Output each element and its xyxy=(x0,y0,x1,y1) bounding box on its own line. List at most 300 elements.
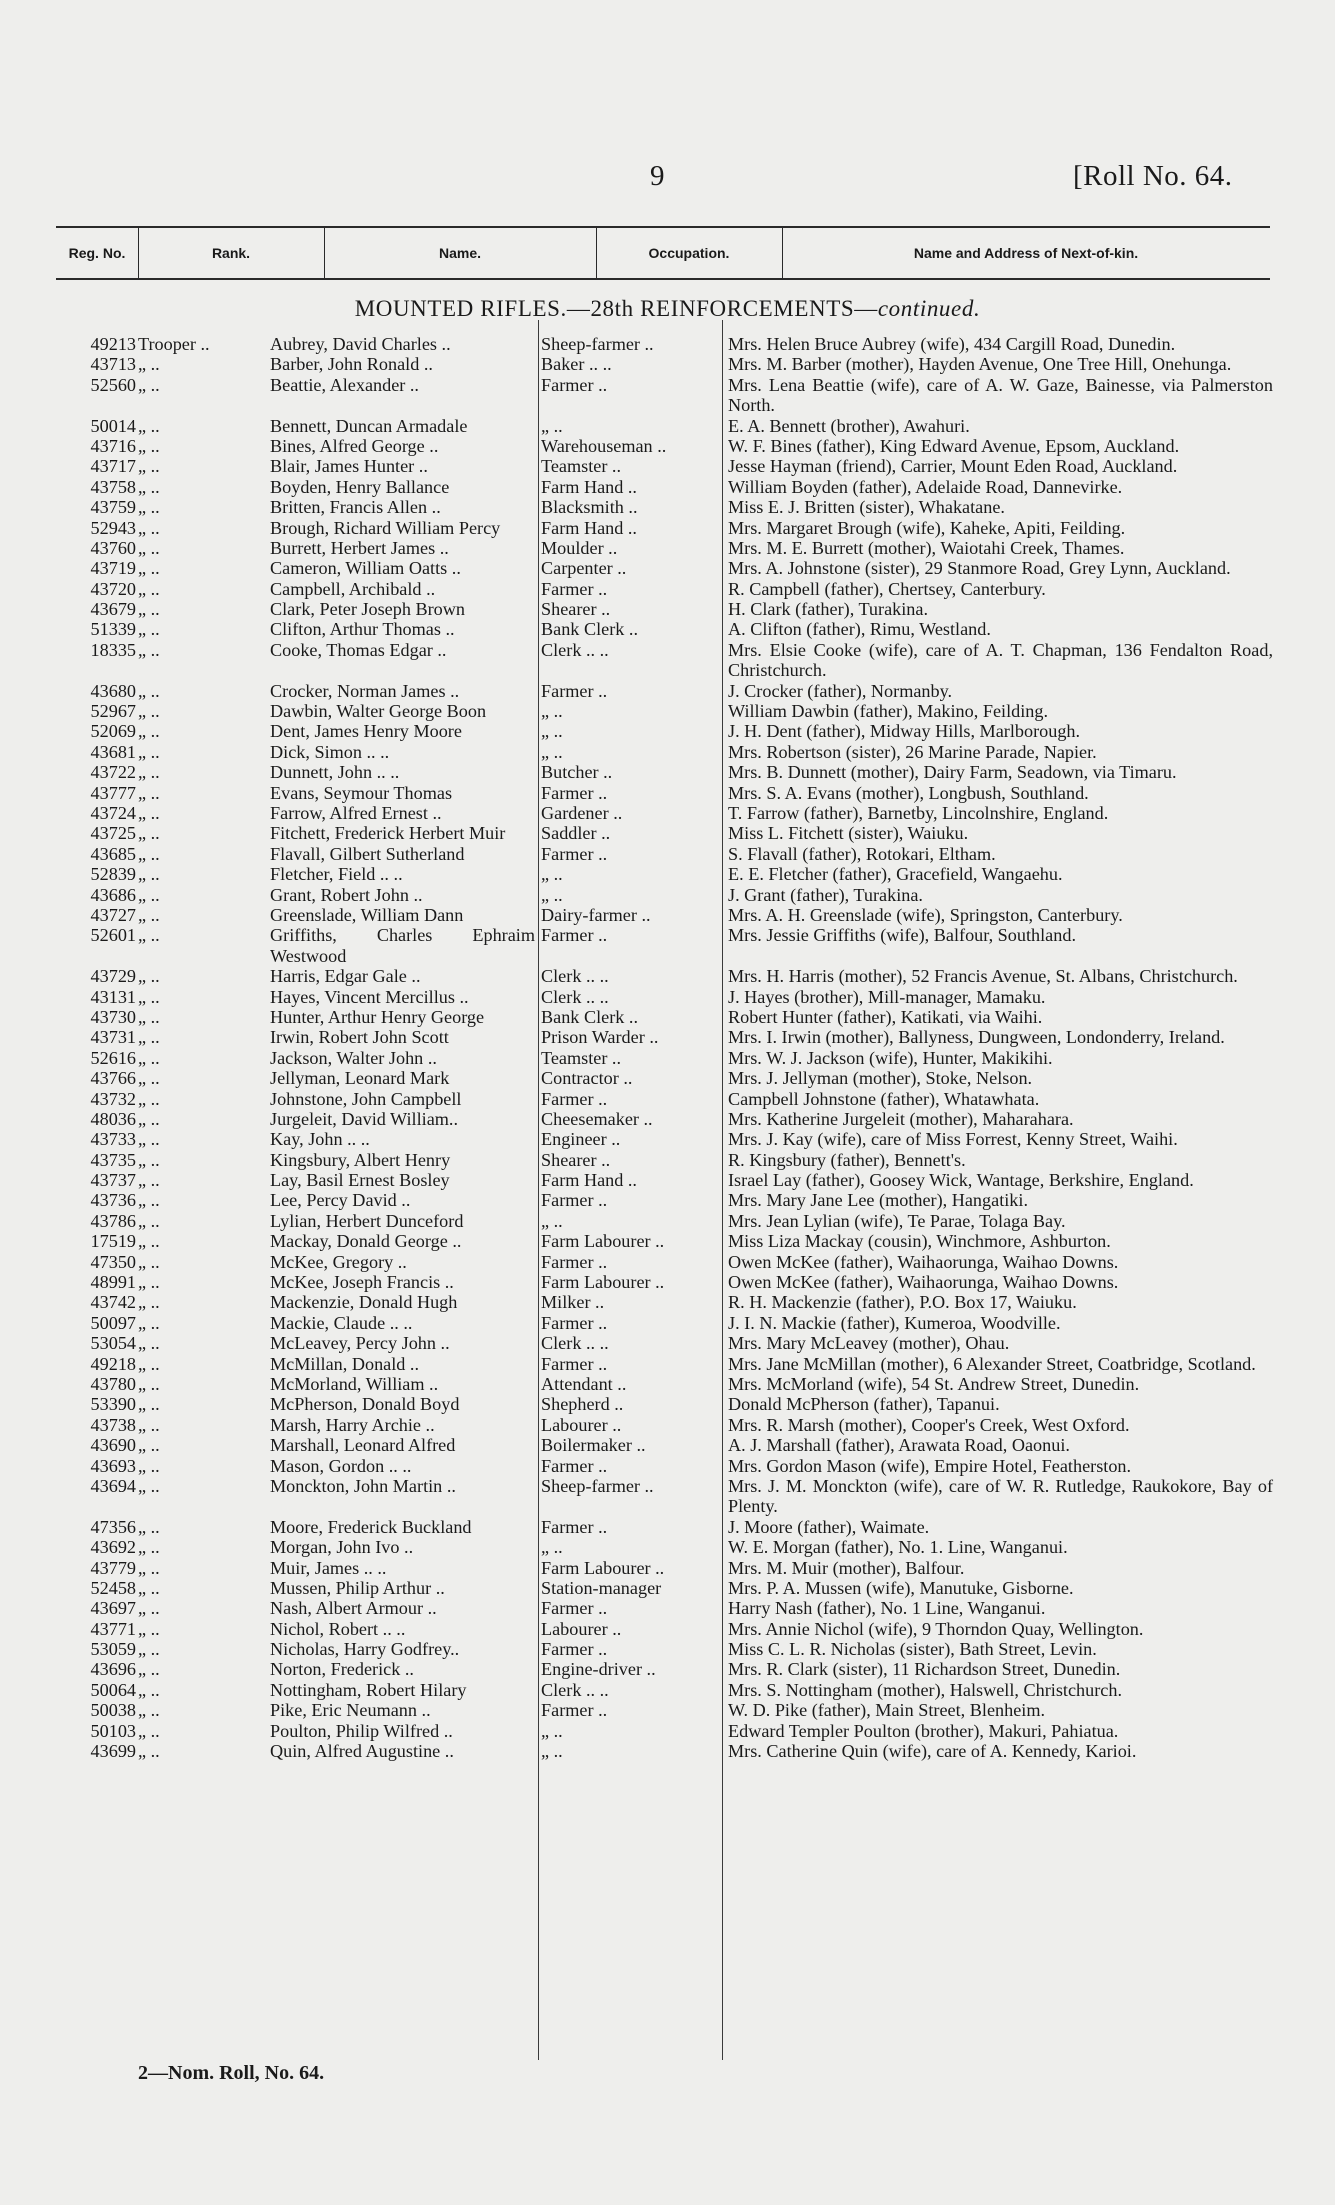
table-row xyxy=(0,864,1335,884)
soldier-name: Hayes, Vincent Mercillus .. xyxy=(270,986,469,1007)
table-row xyxy=(0,1109,1335,1129)
occupation: „ .. xyxy=(541,701,563,722)
reg-number: 43724 xyxy=(90,803,136,824)
table-row xyxy=(0,640,1335,681)
table-row xyxy=(0,885,1335,905)
occupation: Prison Warder .. xyxy=(541,1027,659,1048)
soldier-name: Greenslade, William Dann xyxy=(270,904,464,925)
soldier-name: McLeavey, Percy John .. xyxy=(270,1333,450,1354)
table-row xyxy=(0,1639,1335,1659)
occupation: Engineer .. xyxy=(541,1129,621,1150)
occupation: Baker .. .. xyxy=(541,354,612,375)
reg-number: 53059 xyxy=(90,1639,136,1660)
column-header-next-of-kin: Name and Address of Next-of-kin. xyxy=(913,245,1139,261)
reg-number: 43680 xyxy=(90,680,136,701)
table-row xyxy=(0,1476,1335,1517)
table-row xyxy=(0,477,1335,497)
table-row xyxy=(0,1741,1335,1761)
table-row xyxy=(0,1333,1335,1353)
soldier-name: Quin, Alfred Augustine .. xyxy=(270,1741,454,1762)
soldier-name: Grant, Robert John .. xyxy=(270,884,423,905)
occupation: „ .. xyxy=(541,415,563,436)
table-row xyxy=(0,1435,1335,1455)
rank: „ .. xyxy=(138,782,160,803)
reg-number: 47350 xyxy=(90,1251,136,1272)
soldier-name: Dent, James Henry Moore xyxy=(270,721,462,742)
table-row xyxy=(0,1027,1335,1047)
rank: „ .. xyxy=(138,823,160,844)
soldier-name: Jellyman, Leonard Mark xyxy=(270,1068,450,1089)
roll-table xyxy=(0,334,1335,1761)
table-row xyxy=(0,1272,1335,1292)
occupation: Clerk .. .. xyxy=(541,966,609,987)
soldier-name: Kingsbury, Albert Henry xyxy=(270,1149,451,1170)
rank: „ .. xyxy=(138,1516,160,1537)
next-of-kin: R. Kingsbury (father), Bennett's. xyxy=(728,1149,966,1170)
rank: „ .. xyxy=(138,762,160,783)
rank: „ .. xyxy=(138,578,160,599)
soldier-name: Mason, Gordon .. .. xyxy=(270,1455,412,1476)
rank: „ .. xyxy=(138,497,160,518)
soldier-name: Cameron, William Oatts .. xyxy=(270,558,461,579)
rank: „ .. xyxy=(138,1047,160,1068)
rank: „ .. xyxy=(138,639,160,660)
table-row xyxy=(0,1313,1335,1333)
table-row xyxy=(0,1558,1335,1578)
table-row xyxy=(0,1231,1335,1251)
occupation: Farm Labourer .. xyxy=(541,1231,665,1252)
rank: „ .. xyxy=(138,435,160,456)
table-row xyxy=(0,416,1335,436)
soldier-name: Johnstone, John Campbell xyxy=(270,1088,462,1109)
next-of-kin: Mrs. W. J. Jackson (wife), Hunter, Makikihi. xyxy=(728,1047,1053,1068)
soldier-name: Beattie, Alexander .. xyxy=(270,374,419,395)
next-of-kin: Mrs. S. Nottingham (mother), Halswell, Christchurch. xyxy=(728,1679,1123,1700)
next-of-kin: Donald McPherson (father), Tapanui. xyxy=(728,1394,1000,1415)
rank: „ .. xyxy=(138,1190,160,1211)
rank: „ .. xyxy=(138,803,160,824)
occupation: Gardener .. xyxy=(541,803,623,824)
next-of-kin: Mrs. A. H. Greenslade (wife), Springston, Canterbury. xyxy=(728,904,1123,925)
reg-number: 43692 xyxy=(90,1537,136,1558)
occupation: Bank Clerk .. xyxy=(541,619,638,640)
next-of-kin: Campbell Johnstone (father), Whatawhata. xyxy=(728,1088,1040,1109)
occupation: Labourer .. xyxy=(541,1618,622,1639)
reg-number: 49213 xyxy=(90,334,136,354)
table-row xyxy=(0,1680,1335,1700)
soldier-name: Morgan, John Ivo .. xyxy=(270,1537,414,1558)
soldier-name: Cooke, Thomas Edgar .. xyxy=(270,639,447,660)
occupation: Sheep-farmer .. xyxy=(541,334,654,354)
occupation: „ .. xyxy=(541,864,563,885)
reg-number: 43759 xyxy=(90,497,136,518)
soldier-name: McMorland, William .. xyxy=(270,1373,439,1394)
soldier-name: Jurgeleit, David William.. xyxy=(270,1108,459,1129)
reg-number: 50103 xyxy=(90,1720,136,1741)
rank: „ .. xyxy=(138,1373,160,1394)
column-header-reg: Reg. No. xyxy=(68,245,126,261)
soldier-name: Griffiths, Charles Ephraim Westwood xyxy=(270,925,535,966)
rank: „ .. xyxy=(138,1353,160,1374)
reg-number: 50097 xyxy=(90,1312,136,1333)
reg-number: 43681 xyxy=(90,741,136,762)
next-of-kin: Mrs. M. Muir (mother), Balfour. xyxy=(728,1557,965,1578)
reg-number: 52967 xyxy=(90,701,136,722)
next-of-kin: Mrs. Helen Bruce Aubrey (wife), 434 Cargill Road, Dunedin. xyxy=(728,334,1176,354)
table-row xyxy=(0,844,1335,864)
reg-number: 43735 xyxy=(90,1149,136,1170)
next-of-kin: Mrs. B. Dunnett (mother), Dairy Farm, Seadown, via Timaru. xyxy=(728,762,1177,783)
soldier-name: McKee, Joseph Francis .. xyxy=(270,1272,454,1293)
next-of-kin: Mrs. Gordon Mason (wife), Empire Hotel, Featherston. xyxy=(728,1455,1132,1476)
rank: „ .. xyxy=(138,1720,160,1741)
next-of-kin: A. Clifton (father), Rimu, Westland. xyxy=(728,619,991,640)
soldier-name: Mackay, Donald George .. xyxy=(270,1231,462,1252)
reg-number: 47356 xyxy=(90,1516,136,1537)
reg-number: 43758 xyxy=(90,476,136,497)
rank: „ .. xyxy=(138,1475,160,1496)
reg-number: 43694 xyxy=(90,1475,136,1496)
rank: „ .. xyxy=(138,456,160,477)
soldier-name: Campbell, Archibald .. xyxy=(270,578,436,599)
reg-number: 43696 xyxy=(90,1659,136,1680)
table-header xyxy=(56,226,1270,280)
table-row xyxy=(0,1721,1335,1741)
next-of-kin: Mrs. R. Marsh (mother), Cooper's Creek, West Oxford. xyxy=(728,1414,1130,1435)
soldier-name: Kay, John .. .. xyxy=(270,1129,370,1150)
rank: „ .. xyxy=(138,1068,160,1089)
next-of-kin: Mrs. Jean Lylian (wife), Te Parae, Tolaga Bay. xyxy=(728,1210,1066,1231)
occupation: Attendant .. xyxy=(541,1373,627,1394)
next-of-kin: Miss E. J. Britten (sister), Whakatane. xyxy=(728,497,1005,518)
rank: „ .. xyxy=(138,1272,160,1293)
occupation: Farmer .. xyxy=(541,1598,608,1619)
reg-number: 43699 xyxy=(90,1741,136,1762)
rank: „ .. xyxy=(138,415,160,436)
occupation: „ .. xyxy=(541,1210,563,1231)
next-of-kin: Harry Nash (father), No. 1 Line, Wanganui. xyxy=(728,1598,1046,1619)
soldier-name: Lylian, Herbert Dunceford xyxy=(270,1210,464,1231)
table-row xyxy=(0,1415,1335,1435)
table-row xyxy=(0,701,1335,721)
reg-number: 49218 xyxy=(90,1353,136,1374)
next-of-kin: J. I. N. Mackie (father), Kumeroa, Woodville. xyxy=(728,1312,1061,1333)
reg-number: 52839 xyxy=(90,864,136,885)
table-row xyxy=(0,1537,1335,1557)
reg-number: 43732 xyxy=(90,1088,136,1109)
occupation: Sheep-farmer .. xyxy=(541,1475,654,1496)
rank: „ .. xyxy=(138,1659,160,1680)
table-row xyxy=(0,1578,1335,1598)
table-row xyxy=(0,1598,1335,1618)
occupation: Boilermaker .. xyxy=(541,1435,646,1456)
reg-number: 53054 xyxy=(90,1333,136,1354)
reg-number: 43737 xyxy=(90,1170,136,1191)
reg-number: 43771 xyxy=(90,1618,136,1639)
next-of-kin: Robert Hunter (father), Katikati, via Waihi. xyxy=(728,1006,1043,1027)
soldier-name: Flavall, Gilbert Sutherland xyxy=(270,843,465,864)
soldier-name: Britten, Francis Allen .. xyxy=(270,497,441,518)
next-of-kin: William Boyden (father), Adelaide Road, Dannevirke. xyxy=(728,476,1123,497)
occupation: Farm Labourer .. xyxy=(541,1272,665,1293)
next-of-kin: Miss C. L. R. Nicholas (sister), Bath Street, Levin. xyxy=(728,1639,1097,1660)
occupation: Farmer .. xyxy=(541,1312,608,1333)
table-row xyxy=(0,1129,1335,1149)
occupation: Warehouseman .. xyxy=(541,435,667,456)
rank: „ .. xyxy=(138,1333,160,1354)
next-of-kin: Mrs. I. Irwin (mother), Ballyness, Dungween, Londonderry, Ireland. xyxy=(728,1027,1225,1048)
table-row xyxy=(0,925,1335,966)
rank: „ .. xyxy=(138,1414,160,1435)
soldier-name: Clifton, Arthur Thomas .. xyxy=(270,619,455,640)
occupation: Bank Clerk .. xyxy=(541,1006,638,1027)
soldier-name: Monckton, John Martin .. xyxy=(270,1475,456,1496)
table-row xyxy=(0,579,1335,599)
rank: „ .. xyxy=(138,1577,160,1598)
soldier-name: Burrett, Herbert James .. xyxy=(270,537,449,558)
rank: „ .. xyxy=(138,1741,160,1762)
reg-number: 43729 xyxy=(90,966,136,987)
occupation: Clerk .. .. xyxy=(541,1333,609,1354)
next-of-kin: J. Grant (father), Turakina. xyxy=(728,884,923,905)
rank: „ .. xyxy=(138,1618,160,1639)
next-of-kin: Owen McKee (father), Waihaorunga, Waihao Downs. xyxy=(728,1272,1119,1293)
next-of-kin: Owen McKee (father), Waihaorunga, Waihao Downs. xyxy=(728,1251,1119,1272)
reg-number: 43786 xyxy=(90,1210,136,1231)
occupation: Farmer .. xyxy=(541,1190,608,1211)
table-row xyxy=(0,456,1335,476)
soldier-name: Pike, Eric Neumann .. xyxy=(270,1700,431,1721)
table-row xyxy=(0,1170,1335,1190)
soldier-name: Dunnett, John .. .. xyxy=(270,762,400,783)
reg-number: 48036 xyxy=(90,1108,136,1129)
soldier-name: McPherson, Donald Boyd xyxy=(270,1394,460,1415)
occupation: Butcher .. xyxy=(541,762,613,783)
soldier-name: Jackson, Walter John .. xyxy=(270,1047,437,1068)
reg-number: 43722 xyxy=(90,762,136,783)
next-of-kin: Miss L. Fitchett (sister), Waiuku. xyxy=(728,823,969,844)
reg-number: 43693 xyxy=(90,1455,136,1476)
reg-number: 43779 xyxy=(90,1557,136,1578)
table-row xyxy=(0,1150,1335,1170)
next-of-kin: Mrs. Elsie Cooke (wife), care of A. T. Chapman, 136 Fendalton Road, Christchurch. xyxy=(728,639,1273,681)
reg-number: 43720 xyxy=(90,578,136,599)
next-of-kin: Israel Lay (father), Goosey Wick, Wantage, Berkshire, England. xyxy=(728,1170,1194,1191)
table-row xyxy=(0,538,1335,558)
reg-number: 50014 xyxy=(90,415,136,436)
occupation: Farmer .. xyxy=(541,1088,608,1109)
next-of-kin: Mrs. R. Clark (sister), 11 Richardson Street, Dunedin. xyxy=(728,1659,1121,1680)
occupation: Clerk .. .. xyxy=(541,639,609,660)
reg-number: 52943 xyxy=(90,517,136,538)
rank: „ .. xyxy=(138,1435,160,1456)
next-of-kin: J. Moore (father), Waimate. xyxy=(728,1516,930,1537)
rank: „ .. xyxy=(138,1455,160,1476)
table-row xyxy=(0,558,1335,578)
rank: „ .. xyxy=(138,537,160,558)
rank: „ .. xyxy=(138,558,160,579)
rank: „ .. xyxy=(138,354,160,375)
soldier-name: Moore, Frederick Buckland xyxy=(270,1516,472,1537)
soldier-name: Barber, John Ronald .. xyxy=(270,354,433,375)
next-of-kin: Mrs. Margaret Brough (wife), Kaheke, Apiti, Feilding. xyxy=(728,517,1126,538)
next-of-kin: Mrs. J. M. Monckton (wife), care of W. R. Rutledge, Raukokore, Bay of Plenty. xyxy=(728,1475,1273,1517)
reg-number: 52069 xyxy=(90,721,136,742)
rank: „ .. xyxy=(138,1557,160,1578)
rank: „ .. xyxy=(138,884,160,905)
rank: „ .. xyxy=(138,1129,160,1150)
reg-number: 43733 xyxy=(90,1129,136,1150)
table-row xyxy=(0,721,1335,741)
soldier-name: McKee, Gregory .. xyxy=(270,1251,407,1272)
occupation: Milker .. xyxy=(541,1292,605,1313)
rank: „ .. xyxy=(138,1639,160,1660)
occupation: Cheesemaker .. xyxy=(541,1108,653,1129)
section-title-continued: continued. xyxy=(877,296,981,321)
table-row xyxy=(0,1456,1335,1476)
reg-number: 43697 xyxy=(90,1598,136,1619)
rank: „ .. xyxy=(138,517,160,538)
soldier-name: Bennett, Duncan Armadale xyxy=(270,415,468,436)
next-of-kin: Mrs. McMorland (wife), 54 St. Andrew Street, Dunedin. xyxy=(728,1373,1140,1394)
next-of-kin: H. Clark (father), Turakina. xyxy=(728,599,929,620)
occupation: Moulder .. xyxy=(541,537,618,558)
section-title-text: MOUNTED RIFLES.—28th REINFORCEMENTS— xyxy=(354,296,878,321)
table-row xyxy=(0,783,1335,803)
next-of-kin: Jesse Hayman (friend), Carrier, Mount Eden Road, Auckland. xyxy=(728,456,1178,477)
soldier-name: Blair, James Hunter .. xyxy=(270,456,428,477)
reg-number: 43730 xyxy=(90,1006,136,1027)
occupation: Engine-driver .. xyxy=(541,1659,656,1680)
next-of-kin: J. Hayes (brother), Mill-manager, Mamaku. xyxy=(728,986,1046,1007)
rank: „ .. xyxy=(138,741,160,762)
rank: „ .. xyxy=(138,1598,160,1619)
next-of-kin: Mrs. H. Harris (mother), 52 Francis Avenue, St. Albans, Christchurch. xyxy=(728,966,1238,987)
occupation: Labourer .. xyxy=(541,1414,622,1435)
soldier-name: Bines, Alfred George .. xyxy=(270,435,439,456)
soldier-name: Nottingham, Robert Hilary xyxy=(270,1679,467,1700)
reg-number: 43690 xyxy=(90,1435,136,1456)
table-row xyxy=(0,1007,1335,1027)
next-of-kin: Mrs. Jessie Griffiths (wife), Balfour, Southland. xyxy=(728,925,1076,946)
occupation: Shearer .. xyxy=(541,599,611,620)
rank: „ .. xyxy=(138,966,160,987)
rank: „ .. xyxy=(138,1700,160,1721)
reg-number: 43131 xyxy=(90,986,136,1007)
reg-number: 43736 xyxy=(90,1190,136,1211)
next-of-kin: W. F. Bines (father), King Edward Avenue, Epsom, Auckland. xyxy=(728,435,1180,456)
soldier-name: Harris, Edgar Gale .. xyxy=(270,966,421,987)
soldier-name: Nichol, Robert .. .. xyxy=(270,1618,406,1639)
column-header-occupation: Occupation. xyxy=(648,245,730,261)
soldier-name: Dawbin, Walter George Boon xyxy=(270,701,487,722)
reg-number: 43760 xyxy=(90,537,136,558)
rank: „ .. xyxy=(138,476,160,497)
rank: „ .. xyxy=(138,680,160,701)
next-of-kin: A. J. Marshall (father), Arawata Road, Oaonui. xyxy=(728,1435,1070,1456)
reg-number: 43738 xyxy=(90,1414,136,1435)
rank: „ .. xyxy=(138,721,160,742)
reg-number: 43686 xyxy=(90,884,136,905)
rank: „ .. xyxy=(138,1088,160,1109)
soldier-name: Irwin, Robert John Scott xyxy=(270,1027,449,1048)
rank: „ .. xyxy=(138,925,160,946)
next-of-kin: Mrs. Lena Beattie (wife), care of A. W. Gaze, Bainesse, via Palmerston North. xyxy=(728,374,1273,416)
rank: „ .. xyxy=(138,1149,160,1170)
table-row xyxy=(0,742,1335,762)
table-row xyxy=(0,905,1335,925)
rank: „ .. xyxy=(138,986,160,1007)
rank: „ .. xyxy=(138,1108,160,1129)
occupation: Farmer .. xyxy=(541,374,608,395)
reg-number: 43679 xyxy=(90,599,136,620)
next-of-kin: Mrs. Katherine Jurgeleit (mother), Maharahara. xyxy=(728,1108,1074,1129)
soldier-name: McMillan, Donald .. xyxy=(270,1353,420,1374)
table-row xyxy=(0,1517,1335,1537)
reg-number: 50038 xyxy=(90,1700,136,1721)
occupation: Farmer .. xyxy=(541,1516,608,1537)
table-row xyxy=(0,1068,1335,1088)
next-of-kin: J. Crocker (father), Normanby. xyxy=(728,680,953,701)
column-header-rank: Rank. xyxy=(211,245,251,261)
next-of-kin: W. D. Pike (father), Main Street, Blenheim. xyxy=(728,1700,1046,1721)
reg-number: 43742 xyxy=(90,1292,136,1313)
table-row xyxy=(0,619,1335,639)
occupation: Teamster .. xyxy=(541,1047,622,1068)
next-of-kin: William Dawbin (father), Makino, Feilding. xyxy=(728,701,1049,722)
occupation: „ .. xyxy=(541,721,563,742)
table-row xyxy=(0,1659,1335,1679)
table-row xyxy=(0,354,1335,374)
soldier-name: Boyden, Henry Ballance xyxy=(270,476,450,497)
rank: „ .. xyxy=(138,701,160,722)
next-of-kin: S. Flavall (father), Rotokari, Eltham. xyxy=(728,843,996,864)
occupation: Shepherd .. xyxy=(541,1394,624,1415)
reg-number: 51339 xyxy=(90,619,136,640)
soldier-name: Norton, Frederick .. xyxy=(270,1659,414,1680)
occupation: Farmer .. xyxy=(541,1455,608,1476)
table-row xyxy=(0,1374,1335,1394)
occupation: Farmer .. xyxy=(541,680,608,701)
next-of-kin: R. Campbell (father), Chertsey, Canterbury. xyxy=(728,578,1046,599)
occupation: Contractor .. xyxy=(541,1068,633,1089)
next-of-kin: Mrs. Catherine Quin (wife), care of A. Kennedy, Karioi. xyxy=(728,1741,1137,1762)
reg-number: 43717 xyxy=(90,456,136,477)
table-row xyxy=(0,803,1335,823)
table-row xyxy=(0,681,1335,701)
occupation: Farmer .. xyxy=(541,843,608,864)
reg-number: 43713 xyxy=(90,354,136,375)
rank: „ .. xyxy=(138,1394,160,1415)
table-row xyxy=(0,1394,1335,1414)
occupation: Farm Hand .. xyxy=(541,1170,637,1191)
table-row xyxy=(0,1048,1335,1068)
soldier-name: Lee, Percy David .. xyxy=(270,1190,411,1211)
reg-number: 43685 xyxy=(90,843,136,864)
reg-number: 52601 xyxy=(90,925,136,946)
rank: „ .. xyxy=(138,1006,160,1027)
occupation: Farmer .. xyxy=(541,1639,608,1660)
soldier-name: Evans, Seymour Thomas xyxy=(270,782,453,803)
next-of-kin: Mrs. A. Johnstone (sister), 29 Stanmore Road, Grey Lynn, Auckland. xyxy=(728,558,1231,579)
occupation: „ .. xyxy=(541,1720,563,1741)
occupation: Shearer .. xyxy=(541,1149,611,1170)
reg-number: 43725 xyxy=(90,823,136,844)
reg-number: 52616 xyxy=(90,1047,136,1068)
table-row xyxy=(0,334,1335,354)
next-of-kin: Mrs. S. A. Evans (mother), Longbush, Southland. xyxy=(728,782,1089,803)
table-row xyxy=(0,375,1335,416)
